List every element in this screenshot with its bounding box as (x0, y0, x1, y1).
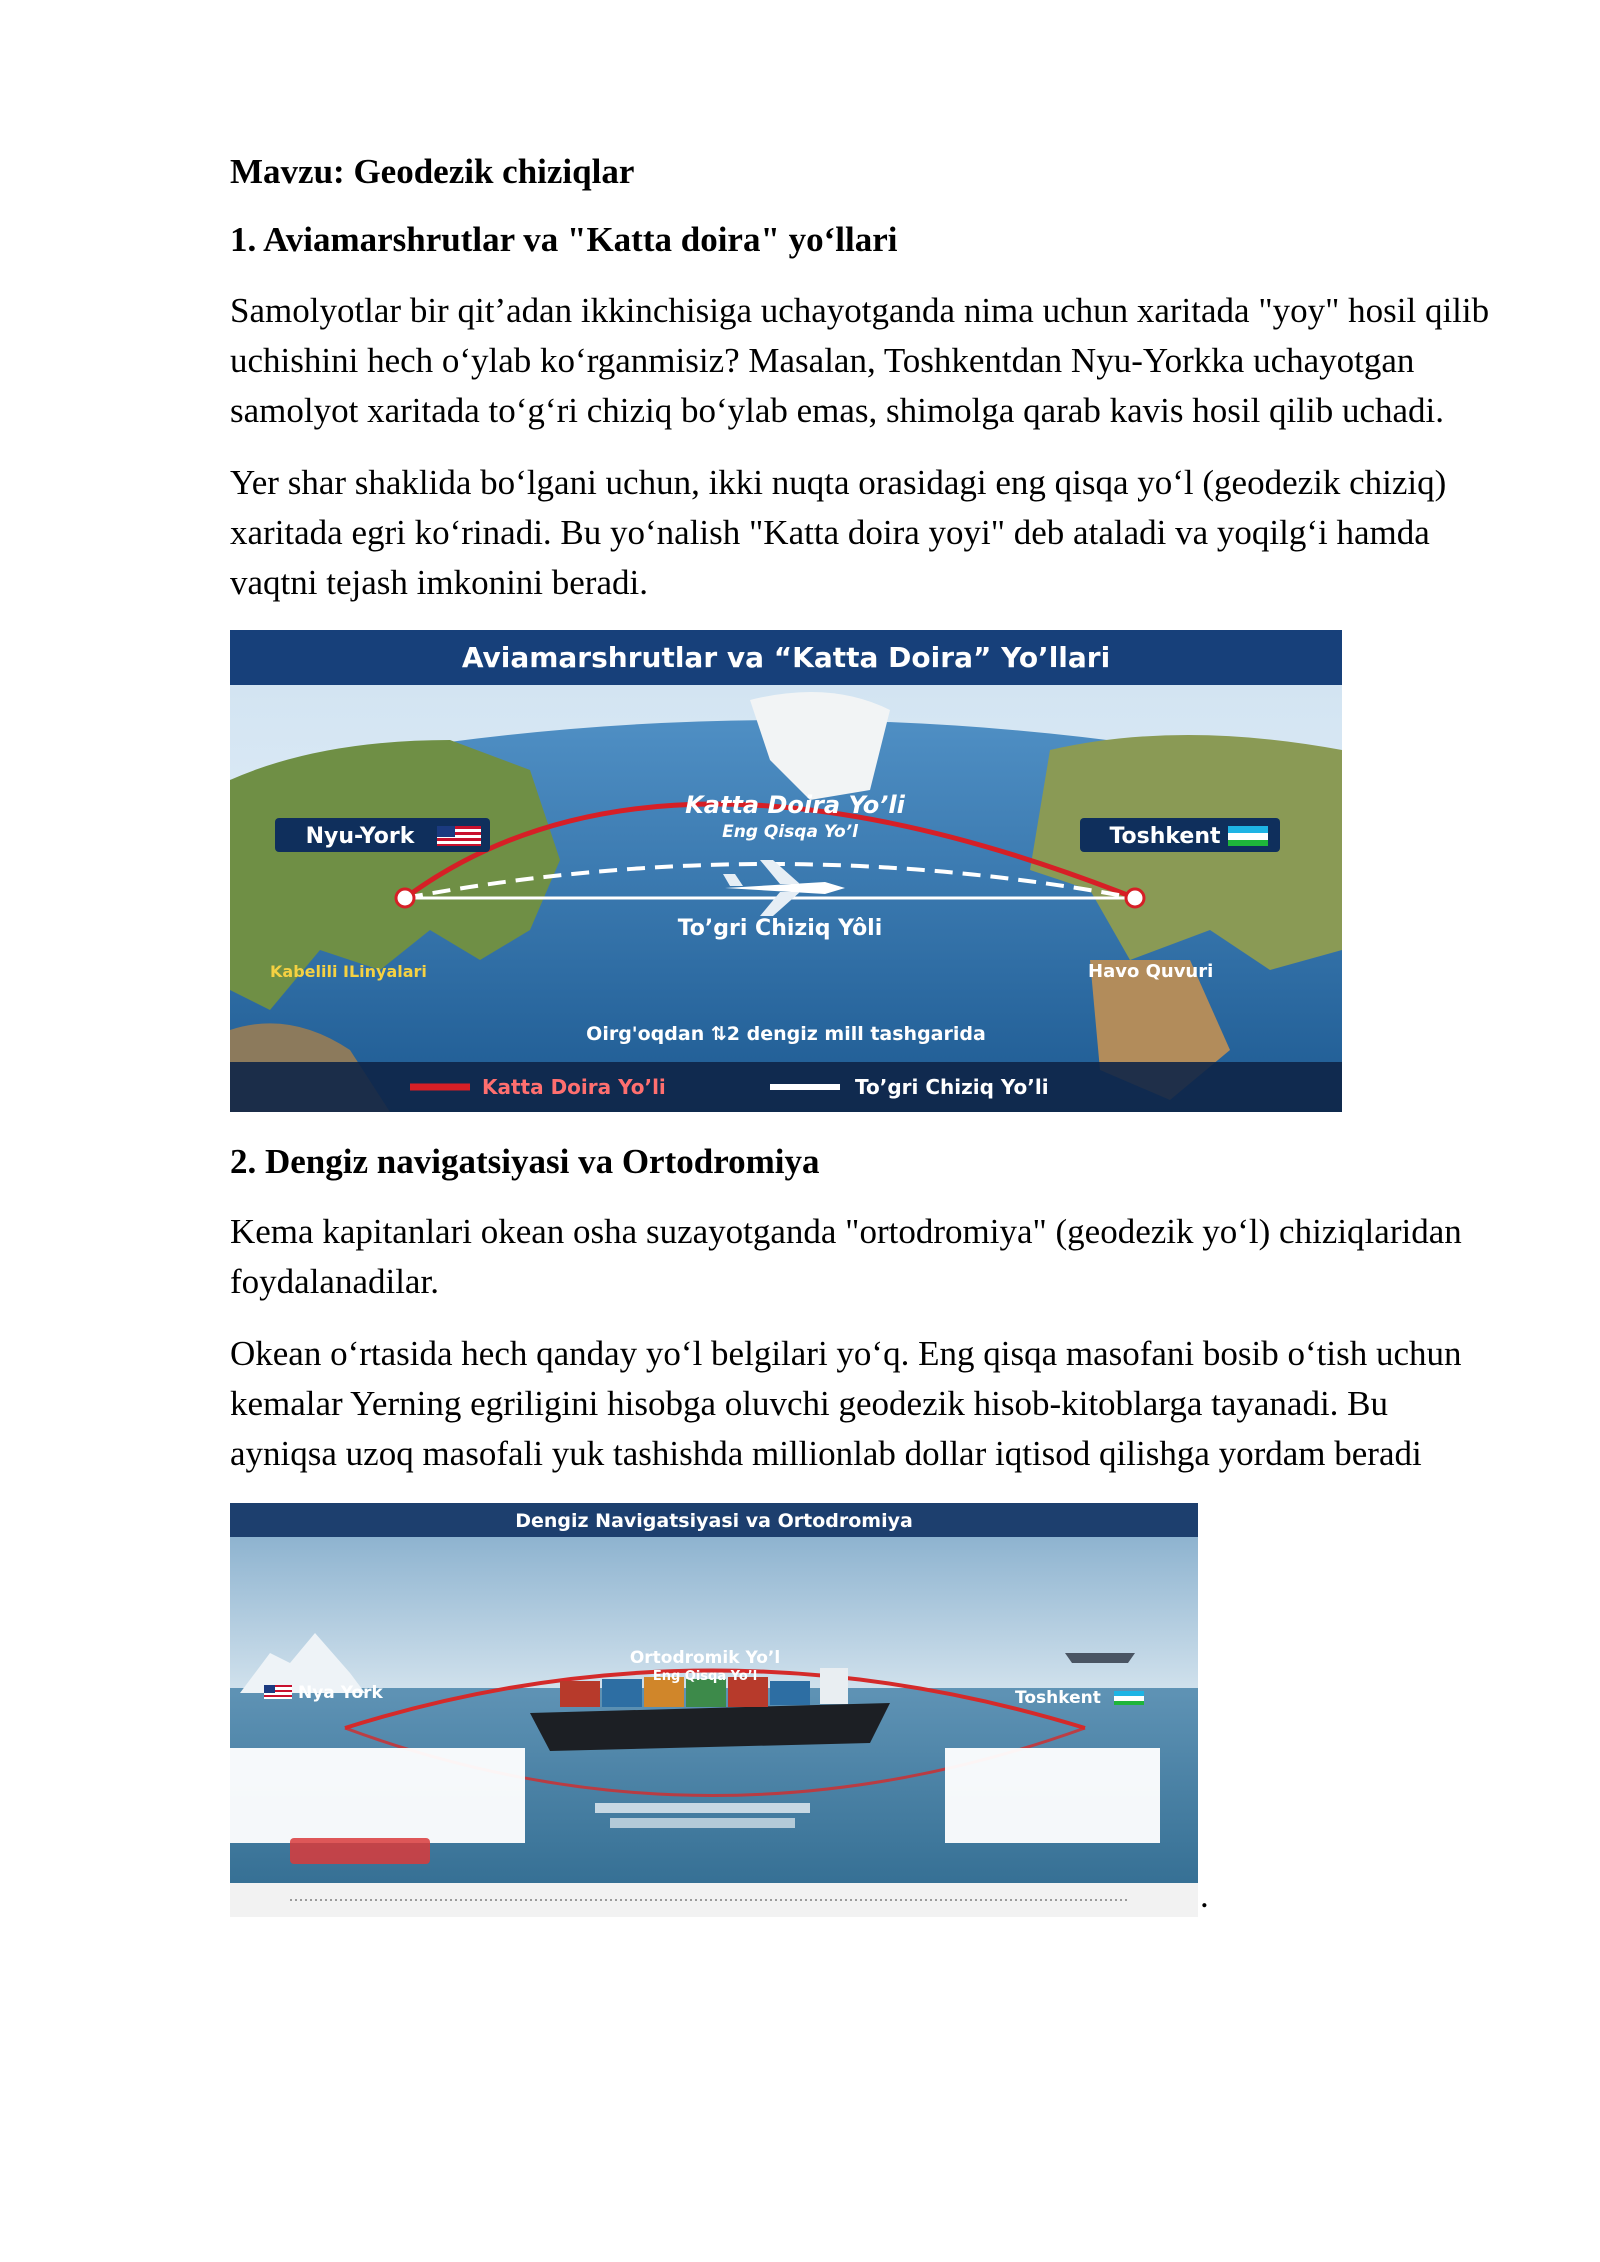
blurred-text-2 (610, 1818, 795, 1828)
point-toshkent (1126, 889, 1144, 907)
label-orthodrome: Ortodromik Yo’l (629, 1648, 781, 1669)
figure-2-title: Dengiz Navigatsiyasi va Ortodromiya (515, 1510, 913, 1533)
label-left-note: Kabelili ILinyalari (270, 961, 427, 981)
figure-1-title: Aviamarshrutlar va “Katta Doira” Yo’llari (461, 640, 1111, 674)
section-2-paragraph-1: Kema kapitanlari okean osha suzayotganda "ortodromiya" (geodezik yo‘l) chiziqlaridan foydalanadilar. (230, 1212, 1462, 1302)
usa-flag-icon (264, 1685, 292, 1699)
figure-maritime-orthodrome (230, 1503, 1198, 1917)
section-1-paragraph-1: Samolyotlar bir qit’adan ikkinchisiga uchayotganda nima uchun xaritada "yoy" hosil qilib uchishini hech o‘ylab ko‘rganmisiz? Masalan, Toshkentdan Nyu-Yorkka uchayotgan samolyot xaritada to‘g‘ri chiziq bo‘ylab emas, shimolga qarab kavis hosil qilib uchadi. (230, 290, 1490, 430)
figure-2-wrapper (230, 1503, 1450, 1917)
section-2-heading: 2. Dengiz navigatsiyasi va Ortodromiya (230, 1141, 820, 1181)
blurred-red-badge (290, 1838, 430, 1864)
blurred-box-right (945, 1748, 1160, 1843)
legend-white-label: To’gri Chiziq Yo’li (855, 1074, 1049, 1099)
document-page (230, 150, 1490, 1917)
legend-red-label: Katta Doira Yo’li (482, 1074, 666, 1099)
usa-flag-icon (437, 826, 481, 846)
point-nyu-york (396, 889, 414, 907)
label-right-note: Havo Quvuri (1088, 960, 1214, 982)
trailing-period: . (1200, 1876, 1209, 1916)
blurred-box-left (230, 1748, 525, 1843)
uzbekistan-flag-icon (1114, 1691, 1144, 1705)
section-2-paragraph-2: Okean o‘rtasida hech qanday yo‘l belgilari yo‘q. Eng qisqa masofani bosib o‘tish uchun kemalar Yerning egriligini hisobga oluvchi geodezik hisob-kitoblarga tayanadi. Bu ayniqsa uzoq masofali yuk tashishda millionlab dollar iqtisod qilishga yordam beradi (230, 1334, 1462, 1474)
document-title: Mavzu: Geodezik chiziqlar (230, 152, 635, 191)
label-nyu-york: Nyu-York (305, 823, 415, 849)
label-shortest-path: Eng Qisqa Yo’l (722, 821, 858, 842)
section-1-heading: 1. Aviamarshrutlar va "Katta doira" yo‘llari (230, 219, 898, 259)
uzbekistan-flag-icon (1228, 826, 1268, 846)
distant-ship (1065, 1653, 1135, 1663)
label-straight-line: To’gri Chiziq Yôli (677, 915, 883, 941)
figure-aviation-great-circle (230, 630, 1342, 1112)
label-toshkent-2: Toshkent (1015, 1688, 1101, 1709)
label-bottom-note: Oirg'oqdan ⇅2 dengiz mill tashgarida (586, 1022, 986, 1045)
blurred-text-1 (595, 1803, 810, 1813)
section-1-paragraph-2: Yer shar shaklida bo‘lgani uchun, ikki nuqta orasidagi eng qisqa yo‘l (geodezik chiziq) xaritada egri ko‘rinadi. Bu yo‘nalish "Katta doira yoyi" deb ataladi va yoqilg‘i hamda vaqtni tejash imkonini beradi. (230, 462, 1447, 602)
label-nya-york: Nya York (298, 1683, 383, 1704)
label-toshkent: Toshkent (1109, 823, 1221, 849)
label-great-circle: Katta Doira Yo’li (685, 790, 905, 819)
label-shortest-path-2: Eng Qisqa Yo’l (652, 1669, 758, 1685)
